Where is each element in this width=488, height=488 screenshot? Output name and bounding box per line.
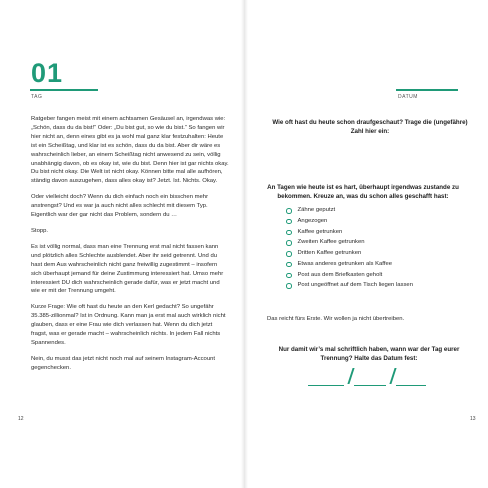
question-look-count: Wie oft hast du heute schon draufgeschaut? Trage die (ungefähre) Zahl hier ein:	[272, 119, 468, 135]
breakup-date-field[interactable]	[308, 366, 428, 396]
checklist-item-label: Kaffee getrunken	[297, 228, 343, 235]
checkbox-circle-icon[interactable]	[286, 230, 292, 236]
question-achievements: An Tagen wie heute ist es hart, überhaupt irgendwas zustande zu bekommen. Kreuze an, was du schon alles geschafft hast:	[267, 184, 459, 200]
paragraph: Es ist völlig normal, dass man eine Trennung erst mal nicht fassen kann und plötzlich alles Schlechte ausblendet. Aber ihr seid getrennt. Und du hast dem Aus wahrscheinlich nicht ganz freiwillig zugestimmt – insofern sich überhaupt jemand für deine Zustimmung interessiert hat. Umso mehr interessiert DU dich wahrscheinlich gerade dafür, was er jetzt macht und wie er mit der Trennung umgeht.	[31, 243, 224, 295]
checklist-item[interactable]	[286, 272, 456, 280]
checklist-item-label: Post ungeöffnet auf dem Tisch liegen lassen	[297, 282, 413, 289]
checkbox-circle-icon[interactable]	[286, 262, 292, 268]
closing-note: Das reicht fürs Erste. Wir wollen ja nicht übertreiben.	[267, 316, 405, 322]
day-number: 01	[31, 58, 64, 88]
right-page	[248, 0, 488, 488]
tag-label: TAG	[31, 94, 43, 100]
checkbox-circle-icon[interactable]	[286, 208, 292, 214]
checklist-item[interactable]	[286, 282, 456, 290]
checklist-item[interactable]	[286, 239, 456, 247]
date-day-line[interactable]	[308, 385, 344, 387]
paragraph: Kurze Frage: Wie oft hast du heute an den Kerl gedacht? So ungefähr 35.385-zillionmal? Ist in Ordnung. Kann man ja erst mal auch wirklich nicht glauben, dass er eine Frau wie dich verlassen hat. Wenn du dich jetzt fragst, was er gerade macht – wahrscheinlich nichts. In jedem Fall nichts Spannendes.	[31, 304, 226, 346]
page-number-left: 12	[18, 416, 24, 422]
date-label: DATUM	[398, 94, 418, 100]
checklist-item[interactable]	[286, 229, 456, 237]
checklist-item[interactable]	[286, 250, 456, 258]
achievement-checklist	[286, 207, 456, 293]
tag-underline	[30, 89, 98, 91]
checkbox-circle-icon[interactable]	[286, 283, 292, 289]
paragraph: Oder vielleicht doch? Wenn du dich einfach noch ein bisschen mehr anstrengst? Und es war ja auch nicht alles schlecht mit diesem Typ. Eigentlich war der gar nicht das Problem, sondern du …	[31, 194, 209, 219]
date-underline	[396, 89, 458, 91]
checkbox-circle-icon[interactable]	[286, 273, 292, 279]
date-separator	[347, 368, 354, 384]
checkbox-circle-icon[interactable]	[286, 219, 292, 225]
book-gutter	[241, 0, 248, 488]
date-month-line[interactable]	[354, 385, 386, 387]
checklist-item-label: Etwas anderes getrunken als Kaffee	[297, 260, 393, 267]
paragraph: Stopp.	[31, 227, 49, 234]
page-number-right: 13	[470, 416, 476, 422]
checklist-item[interactable]	[286, 261, 456, 269]
checklist-item-label: Post aus dem Briefkasten geholt	[297, 271, 383, 278]
question-breakup-date: Nur damit wir’s mal schriftlich haben, wann war der Tag eurer Trennung? Halte das Datum fest:	[278, 346, 460, 362]
checklist-item-label: Zähne geputzt	[297, 207, 336, 213]
date-separator	[389, 368, 396, 384]
left-page	[0, 0, 242, 488]
paragraph: Ratgeber fangen meist mit einem achtsamen Gesäusel an, irgendwas wie: „Schön, dass du da bist!“ Oder: „Du bist gut, so wie du bist.“ So fangen wir hier nicht an, denn eines gibt es ja wohl mal ganz klar festzuhalten: Heute ist ein Scheißtag, und klar ist es schön, dass du da bist. Aber dir wäre es wahrscheinlich lieber, an einem Scheißtag nicht anwesend zu sein, völlig unabhängig davon, ob es okay ist, wie du bist. Denn hier ist gar nichts okay. Du bist nicht okay. Die Welt ist nicht okay. Können bitte mal alle aufhören, ständig davon auszugehen, dass alles okay ist? Jetzt. Ist. Nichts. Okay.	[31, 116, 229, 185]
checklist-item[interactable]	[286, 218, 456, 226]
paragraph: Nein, du musst das jetzt nicht noch mal auf seinem Instagram-Account gegenchecken.	[31, 355, 216, 371]
checkbox-circle-icon[interactable]	[286, 240, 292, 246]
checklist-item-label: Angezogen	[297, 217, 328, 224]
checkbox-circle-icon[interactable]	[286, 251, 292, 257]
checklist-item-label: Zweiten Kaffee getrunken	[297, 239, 365, 246]
body-text	[31, 115, 229, 380]
checklist-item[interactable]	[286, 207, 456, 215]
date-year-line[interactable]	[396, 385, 426, 387]
checklist-item-label: Dritten Kaffee getrunken	[297, 250, 362, 257]
